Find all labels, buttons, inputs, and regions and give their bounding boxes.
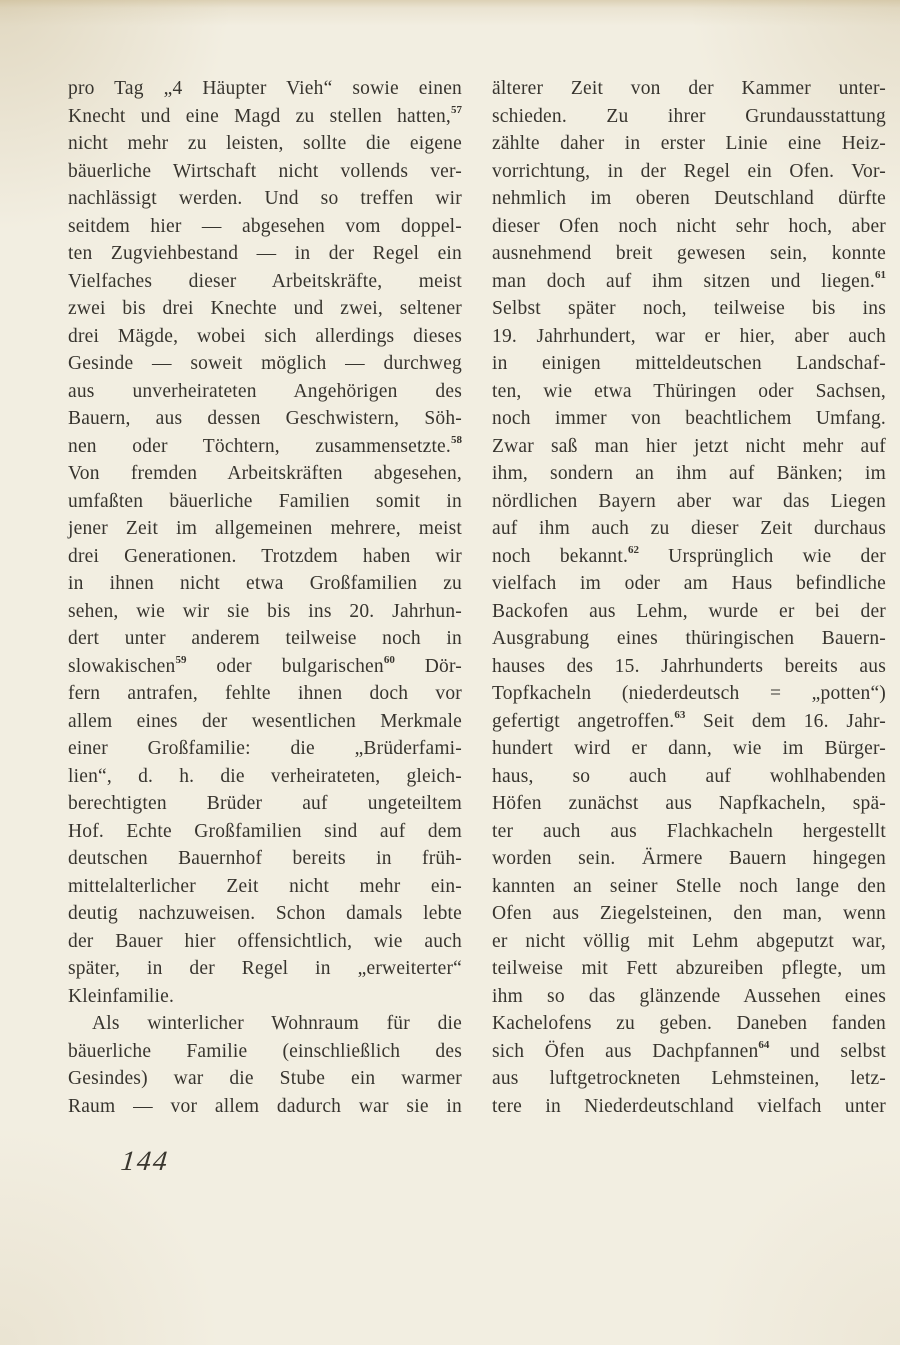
text-line: allem eines der wesentlichen Merkmale: [68, 710, 462, 732]
text-line: kannten an seiner Stelle noch lange den: [492, 875, 886, 897]
footnote-marker: 61: [875, 269, 886, 281]
text-line: bäuerliche Familie (einschließlich des: [68, 1040, 462, 1062]
text-line: einer Großfamilie: die „Brüderfami-: [68, 738, 462, 759]
text-line: vorrichtung, in der Regel ein Ofen. Vor-: [492, 160, 886, 182]
text-line: mittelalterlicher Zeit nicht mehr ein-: [68, 875, 462, 897]
footnote-marker: 57: [451, 104, 462, 116]
text-line: tere in Niederdeutschland vielfach unter: [492, 1095, 886, 1117]
text-line: älterer Zeit von der Kammer unter-: [492, 78, 886, 99]
text-line: jener Zeit im allgemeinen mehrere, meist: [68, 518, 462, 539]
text-line: in einigen mitteldeutschen Landschaf-: [492, 353, 886, 374]
footnote-marker: 58: [451, 434, 462, 446]
text-line: ihm, sondern an ihm auf Bänken; im: [492, 463, 886, 484]
text-line: Als winterlicher Wohnraum für die: [92, 1013, 462, 1034]
text-line: fern antrafen, fehlte ihnen doch vor: [68, 683, 462, 704]
text-line: sich Öfen aus Dachpfannen$^{64}$ und selbst: [492, 1039, 886, 1062]
text-line: Backofen aus Lehm, wurde er bei der: [492, 600, 886, 622]
text-line: zwei bis drei Knechte und zwei, seltener: [68, 298, 462, 319]
text-line: Gesinde — soweit möglich — durchweg: [68, 353, 462, 374]
text-line: Knecht und eine Magd zu stellen hatten,$^{57}$: [68, 104, 462, 127]
text-line: Vielfaches dieser Arbeitskräfte, meist: [68, 270, 462, 292]
text-line: noch bekannt.$^{62}$ Ursprünglich wie der: [492, 544, 886, 567]
text-line: er nicht völlig mit Lehm abgeputzt war,: [492, 930, 886, 952]
text-column-left: [68, 75, 462, 1120]
text-line: seitdem hier — abgesehen vom doppel-: [68, 215, 462, 237]
text-line: drei Mägde, wobei sich allerdings dieses: [68, 325, 462, 347]
text-line: aus luftgetrockneten Lehmsteinen, letz-: [492, 1068, 886, 1089]
text-line: ausnehmend breit gewesen sein, konnte: [492, 243, 886, 264]
text-line: der Bauer hier offensichtlich, wie auch: [68, 930, 462, 952]
text-line: haus, so auch auf wohlhabenden: [492, 765, 886, 787]
text-line: Topfkacheln (niederdeutsch = „potten“): [492, 683, 886, 704]
text-line: Zwar saß man hier jetzt nicht mehr auf: [492, 435, 886, 457]
text-line: nen oder Töchtern, zusammensetzte.$^{58}$: [68, 434, 462, 457]
text-line: schieden. Zu ihrer Grundausstattung: [492, 105, 886, 127]
text-line: später, in der Regel in „erweiterter“: [68, 958, 462, 979]
text-line: ter auch aus Flachkacheln hergestellt: [492, 820, 886, 842]
text-line: deutig nachzuweisen. Schon damals lebte: [68, 903, 462, 924]
text-line: Selbst später noch, teilweise bis ins: [492, 298, 886, 319]
text-line: hauses des 15. Jahrhunderts bereits aus: [492, 655, 886, 677]
text-line: ten, wie etwa Thüringen oder Sachsen,: [492, 380, 886, 402]
text-line: berechtigten Brüder auf ungeteiltem: [68, 793, 462, 814]
text-line: Höfen zunächst aus Napfkacheln, spä-: [492, 793, 886, 814]
text-line: nicht mehr zu leisten, sollte die eigene: [68, 133, 462, 154]
text-line: man doch auf ihm sitzen und liegen.$^{61}$: [492, 269, 886, 292]
footnote-marker: 64: [758, 1039, 770, 1051]
text-line: zählte daher in erster Linie eine Heiz-: [492, 133, 886, 154]
text-line: Gesindes) war die Stube ein warmer: [68, 1068, 462, 1089]
text-line: Raum — vor allem dadurch war sie in: [68, 1095, 462, 1117]
text-line: drei Generationen. Trotzdem haben wir: [68, 545, 462, 567]
text-line: Kachelofens zu geben. Daneben fanden: [492, 1013, 886, 1034]
text-line: vielfach im oder am Haus befindliche: [492, 573, 886, 594]
text-line: dert unter anderem teilweise noch in: [68, 628, 462, 649]
text-line: Ofen aus Ziegelsteinen, den man, wenn: [492, 903, 886, 924]
text-column-right: [492, 75, 886, 1120]
footnote-marker: 60: [383, 654, 395, 666]
text-line: Kleinfamilie.: [68, 985, 175, 1007]
page-number: 144: [119, 1146, 171, 1177]
text-line: deutschen Bauernhof bereits in früh-: [68, 848, 462, 869]
text-line: nehmlich im oberen Deutschland dürfte: [492, 188, 886, 209]
footnote-marker: 63: [674, 709, 686, 721]
page-text: [68, 75, 886, 1120]
text-line: ihm so das glänzende Aussehen eines: [492, 985, 886, 1007]
text-line: nördlichen Bayern aber war das Liegen: [492, 490, 886, 512]
footnote-marker: 59: [175, 654, 187, 666]
text-line: gefertigt angetroffen.$^{63}$ Seit dem 16. Jahr-: [492, 709, 886, 732]
text-line: Bauern, aus dessen Geschwistern, Söh-: [68, 408, 462, 429]
text-line: auf ihm auch zu dieser Zeit durchaus: [492, 518, 886, 539]
text-line: noch immer von beachtlichem Umfang.: [492, 408, 886, 429]
text-line: pro Tag „4 Häupter Vieh“ sowie einen: [68, 78, 462, 99]
text-line: in ihnen nicht etwa Großfamilien zu: [68, 573, 462, 594]
text-line: nachlässigt werden. Und so treffen wir: [68, 188, 462, 209]
text-line: sehen, wie wir sie bis ins 20. Jahrhun-: [68, 600, 462, 622]
text-line: umfaßten bäuerliche Familien somit in: [68, 490, 462, 512]
text-line: bäuerliche Wirtschaft nicht vollends ver-: [68, 160, 462, 182]
text-line: teilweise mit Fett abzureiben pflegte, um: [492, 958, 886, 979]
text-line: ten Zugviehbestand — in der Regel ein: [68, 243, 462, 264]
text-line: aus unverheirateten Angehörigen des: [68, 380, 462, 402]
text-line: Hof. Echte Großfamilien sind auf dem: [68, 820, 462, 842]
text-line: lien“, d. h. die verheirateten, gleich-: [68, 765, 462, 787]
footnote-marker: 62: [628, 544, 640, 556]
text-line: slowakischen$^{59}$ oder bulgarischen$^{60}$ Dör-: [68, 654, 462, 677]
text-line: Von fremden Arbeitskräften abgesehen,: [68, 463, 462, 484]
text-line: dieser Ofen noch nicht sehr hoch, aber: [492, 215, 886, 237]
text-line: 19. Jahrhundert, war er hier, aber auch: [492, 325, 886, 347]
text-line: hundert wird er dann, wie im Bürger-: [492, 738, 886, 759]
text-line: Ausgrabung eines thüringischen Bauern-: [492, 628, 886, 649]
text-line: worden sein. Ärmere Bauern hingegen: [492, 848, 886, 869]
